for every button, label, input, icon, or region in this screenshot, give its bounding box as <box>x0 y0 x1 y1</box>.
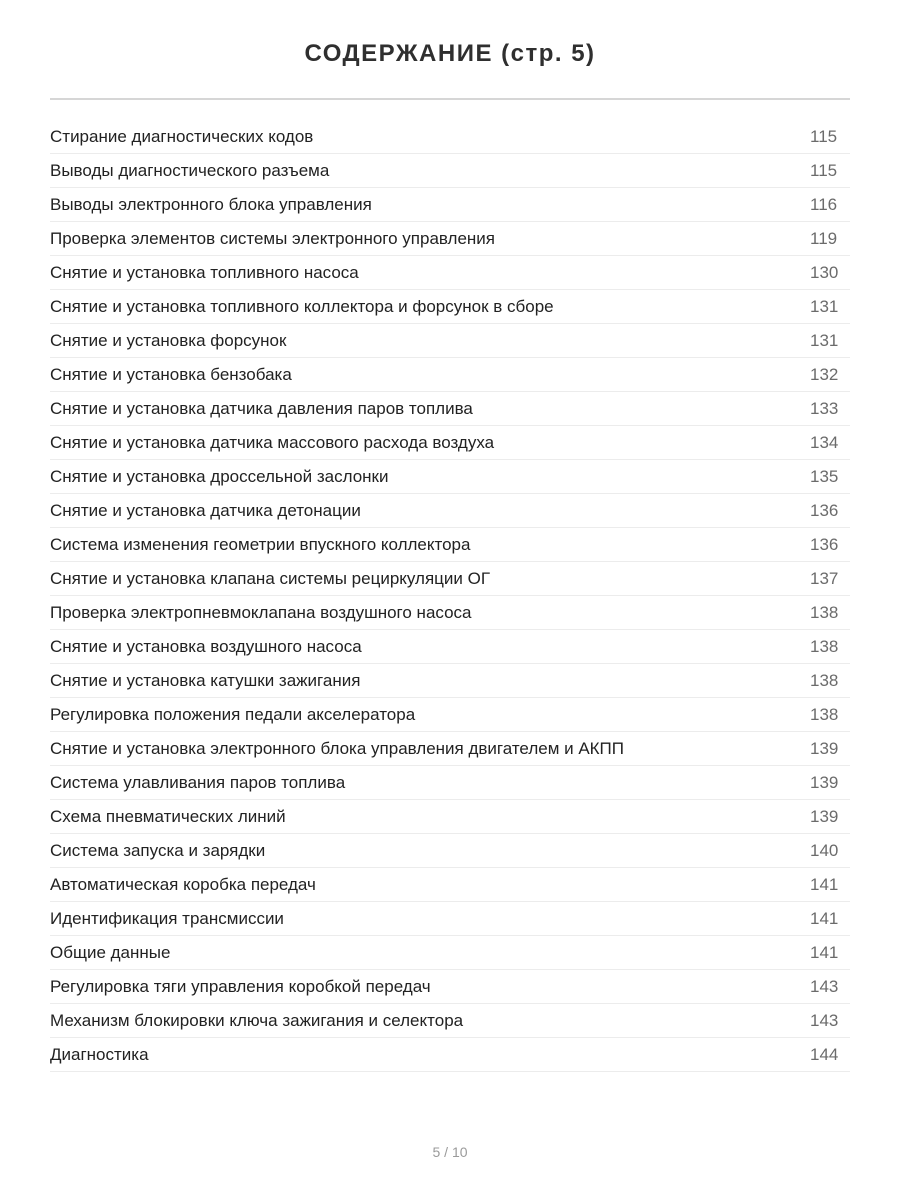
toc-entry-page-number: 144 <box>810 1045 839 1064</box>
toc-entry-page-number: 141 <box>810 943 839 962</box>
toc-entry[interactable] <box>50 494 850 528</box>
toc-entry-title: Регулировка положения педали акселератора <box>50 705 416 724</box>
toc-entry[interactable] <box>50 358 850 392</box>
toc-entry[interactable] <box>50 630 850 664</box>
toc-entry[interactable] <box>50 1004 850 1038</box>
toc-entry-title: Снятие и установка датчика давления паров топлива <box>50 399 473 418</box>
toc-entry[interactable] <box>50 766 850 800</box>
toc-entry-page-number: 140 <box>810 841 839 860</box>
toc-entry-title: Снятие и установка датчика детонации <box>50 501 361 520</box>
toc-entry[interactable] <box>50 460 850 494</box>
toc-entry[interactable] <box>50 596 850 630</box>
toc-entry-title: Регулировка тяги управления коробкой передач <box>50 977 431 996</box>
toc-entry[interactable] <box>50 1038 850 1072</box>
toc-entry-page-number: 135 <box>810 467 839 486</box>
toc-entry[interactable] <box>50 290 850 324</box>
toc-entry-title: Система изменения геометрии впускного коллектора <box>50 535 471 554</box>
title-divider <box>50 98 850 100</box>
toc-entry-title: Снятие и установка топливного насоса <box>50 263 359 282</box>
toc-entry-title: Механизм блокировки ключа зажигания и селектора <box>50 1011 464 1030</box>
toc-entry-page-number: 138 <box>810 603 839 622</box>
toc-entry-page-number: 139 <box>810 773 839 792</box>
toc-entry-page-number: 139 <box>810 807 839 826</box>
toc-entry-page-number: 143 <box>810 1011 839 1030</box>
toc-entry[interactable] <box>50 562 850 596</box>
toc-entry-title: Система запуска и зарядки <box>50 841 266 860</box>
toc-entry-title: Общие данные <box>50 943 171 962</box>
toc-entry[interactable] <box>50 970 850 1004</box>
toc-entry-title: Схема пневматических линий <box>50 807 286 826</box>
toc-entry-page-number: 136 <box>810 535 839 554</box>
toc-entry-title: Снятие и установка клапана системы рециркуляции ОГ <box>50 569 491 588</box>
toc-entry[interactable] <box>50 154 850 188</box>
toc-entry-page-number: 131 <box>810 297 839 316</box>
toc-entry[interactable] <box>50 392 850 426</box>
toc-entry-page-number: 138 <box>810 705 839 724</box>
toc-entry-title: Диагностика <box>50 1045 149 1064</box>
page-number-footer: 5 / 10 <box>432 1144 468 1160</box>
toc-entry-page-number: 137 <box>810 569 839 588</box>
toc-entry[interactable] <box>50 732 850 766</box>
toc-entry-page-number: 131 <box>810 331 839 350</box>
toc-entry-page-number: 130 <box>810 263 839 282</box>
toc-entry-title: Снятие и установка катушки зажигания <box>50 671 361 690</box>
toc-entry-page-number: 133 <box>810 399 839 418</box>
toc-list <box>50 120 850 1072</box>
toc-entry-page-number: 119 <box>810 229 838 248</box>
toc-entry[interactable] <box>50 698 850 732</box>
toc-entry-title: Проверка элементов системы электронного управления <box>50 229 496 248</box>
toc-entry[interactable] <box>50 664 850 698</box>
toc-entry[interactable] <box>50 324 850 358</box>
toc-entry-title: Снятие и установка электронного блока управления двигателем и АКПП <box>50 739 624 758</box>
toc-entry-page-number: 138 <box>810 671 839 690</box>
toc-entry-title: Снятие и установка форсунок <box>50 331 287 350</box>
toc-entry-title: Снятие и установка датчика массового расхода воздуха <box>50 433 495 452</box>
toc-entry-page-number: 115 <box>810 161 838 180</box>
toc-entry[interactable] <box>50 800 850 834</box>
toc-entry-page-number: 136 <box>810 501 839 520</box>
toc-entry[interactable] <box>50 426 850 460</box>
toc-entry[interactable] <box>50 188 850 222</box>
toc-entry-title: Стирание диагностических кодов <box>50 127 314 146</box>
toc-entry[interactable] <box>50 120 850 154</box>
toc-entry-title: Идентификация трансмиссии <box>50 909 284 928</box>
toc-entry-title: Выводы диагностического разъема <box>50 161 330 180</box>
toc-entry-page-number: 143 <box>810 977 839 996</box>
toc-entry-title: Снятие и установка дроссельной заслонки <box>50 467 389 486</box>
toc-entry-title: Система улавливания паров топлива <box>50 773 346 792</box>
toc-entry[interactable] <box>50 256 850 290</box>
toc-entry-page-number: 139 <box>810 739 839 758</box>
toc-entry-title: Снятие и установка топливного коллектора и форсунок в сборе <box>50 297 554 316</box>
toc-entry-page-number: 116 <box>810 195 838 214</box>
toc-entry[interactable] <box>50 868 850 902</box>
toc-entry-page-number: 134 <box>810 433 839 452</box>
toc-entry-title: Снятие и установка бензобака <box>50 365 292 384</box>
toc-entry[interactable] <box>50 528 850 562</box>
toc-entry-title: Проверка электропневмоклапана воздушного насоса <box>50 603 472 622</box>
page-title: СОДЕРЖАНИЕ (стр. 5) <box>304 40 596 67</box>
toc-entry[interactable] <box>50 936 850 970</box>
toc-entry-page-number: 138 <box>810 637 839 656</box>
toc-entry-page-number: 115 <box>810 127 838 146</box>
toc-entry-page-number: 141 <box>810 875 839 894</box>
toc-entry-page-number: 141 <box>810 909 839 928</box>
toc-entry[interactable] <box>50 222 850 256</box>
toc-entry-title: Снятие и установка воздушного насоса <box>50 637 362 656</box>
toc-entry-title: Выводы электронного блока управления <box>50 195 372 214</box>
toc-entry[interactable] <box>50 834 850 868</box>
toc-entry-page-number: 132 <box>810 365 839 384</box>
toc-entry[interactable] <box>50 902 850 936</box>
toc-entry-title: Автоматическая коробка передач <box>50 875 316 894</box>
